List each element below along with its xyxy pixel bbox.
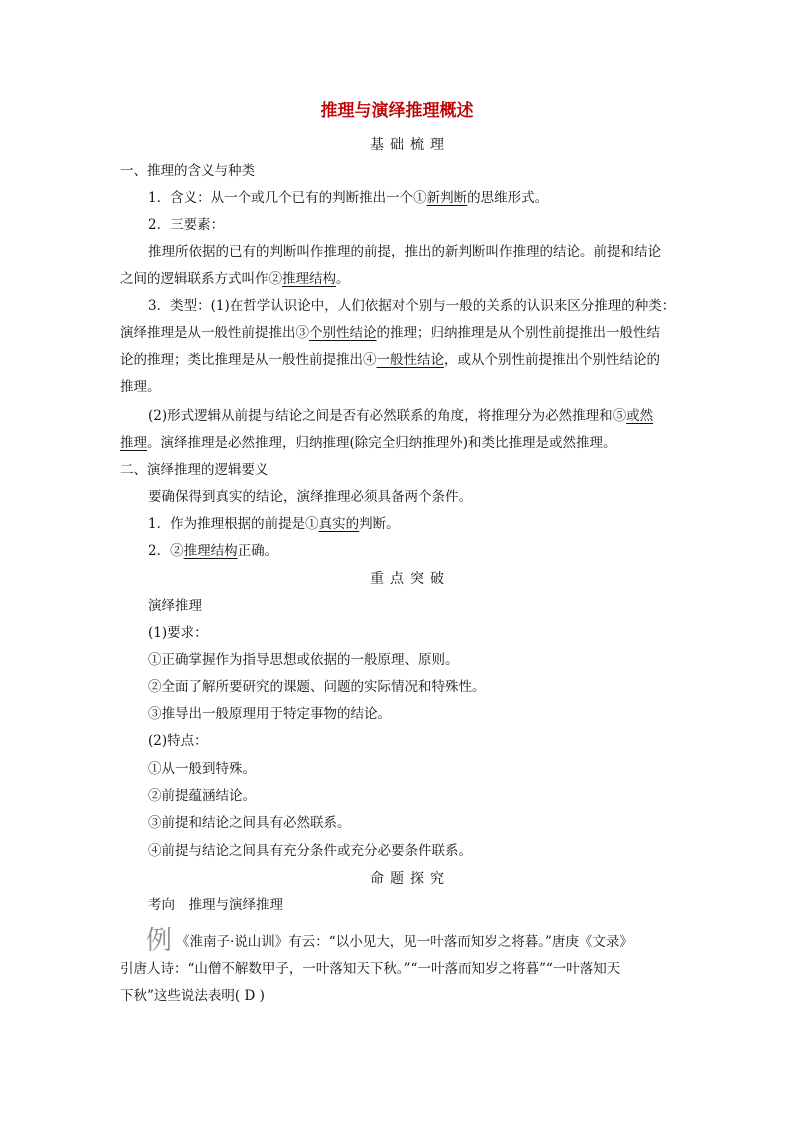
answer-blank: 推理 [120,435,147,451]
text: 1．含义：从一个或几个已有的判断推出一个① [148,190,427,206]
part1-item2-paragraph-2 [120,269,680,289]
text: 2．② [148,543,184,559]
answer-blank: 新判断 [426,190,468,206]
feature-3: ③前提和结论之间具有必然联系。 [148,815,351,831]
requirement-1: ①正确掌握作为指导思想或依据的一般原理、原则。 [148,652,459,668]
part1-heading: 一、推理的含义与种类 [120,163,255,179]
text: 判断。 [359,516,400,532]
question-line1: 《淮南子·说山训》有云：“以小见大，见一叶落而知岁之将暮。”唐庚《文录》 [176,934,633,950]
requirement-3: ③推导出一般原理用于特定事物的结论。 [148,706,391,722]
feature-heading: (2)特点： [148,733,208,749]
key-topic: 演绎推理 [148,598,202,614]
text: 。演绎推理是必然推理，归纳推理(除完全归纳推理外)和类比推理是或然推理。 [147,435,617,451]
part1-item3-line4: 推理。 [120,379,161,395]
answer-blank: 或然 [626,408,654,424]
text: (2)形式逻辑从前提与结论之间是否有必然联系的角度，将推理分为必然推理和⑤ [148,408,627,424]
answer-blank: 一般性结论 [376,352,444,368]
part2-condition1 [148,514,708,534]
part1-item2: 2．三要素： [148,217,225,233]
feature-2: ②前提蕴涵结论。 [148,788,256,804]
text: 的推理；归纳推理是从个别性前提推出一般性结 [376,325,660,341]
section-explore-heading: 命题探究 [370,871,450,887]
part1-item3-2-line1 [148,406,708,426]
text: 正确。 [237,543,279,559]
text: 演绎推理是从一般性前提推出③ [120,325,309,341]
part1-item3-2-line2 [120,433,680,453]
example-mark: 例 [146,926,173,956]
text: 1．作为推理根据的前提是① [148,516,319,532]
part1-item3-line3 [120,350,680,370]
part1-item2-paragraph-1: 推理所依据的已有的判断叫作推理的前提，推出的新判断叫作推理的结论。前提和结论 [148,244,661,260]
requirement-2: ②全面了解所要研究的课题、问题的实际情况和特殊性。 [148,679,486,695]
feature-4: ④前提与结论之间具有充分条件或充分必要条件联系。 [148,843,472,859]
exam-direction: 考向 推理与演绎推理 [148,897,283,913]
part2-heading: 二、演绎推理的逻辑要义 [120,462,269,478]
page-title: 推理与演绎推理概述 [320,101,474,121]
section-basic-heading: 基础梳理 [370,137,450,153]
question-line2: 引唐人诗：“山僧不解数甲子，一叶落知天下秋。”“一叶落而知岁之将暮”“一叶落知天 [120,961,621,977]
part2-condition2 [148,541,708,561]
part1-item3-line2 [120,323,680,343]
requirement-heading: (1)要求： [148,625,208,641]
answer-blank: 个别性结论 [309,325,377,341]
text: 之间的逻辑联系方式叫作② [120,271,282,287]
section-key-heading: 重点突破 [370,571,450,587]
text: 论的推理；类比推理是从一般性前提推出④ [120,352,377,368]
part1-item3-line1: 3．类型：(1)在哲学认识论中，人们依据对个别与一般的关系的认识来区分推理的种类： [148,298,676,314]
part2-intro: 要确保得到真实的结论，演绎推理必须具备两个条件。 [148,489,472,505]
answer-blank: 真实的 [318,516,360,532]
feature-1: ①从一般到特殊。 [148,761,256,777]
text: ，或从个别性前提推出个别性结论的 [444,352,660,368]
answer-blank: 推理结构 [282,271,336,287]
text: 的思维形式。 [467,190,549,206]
question-line3: 下秋”这些说法表明( D ) [120,988,265,1004]
answer-blank: 推理结构 [183,543,238,559]
part1-item1 [148,188,708,208]
text: 。 [336,271,350,287]
